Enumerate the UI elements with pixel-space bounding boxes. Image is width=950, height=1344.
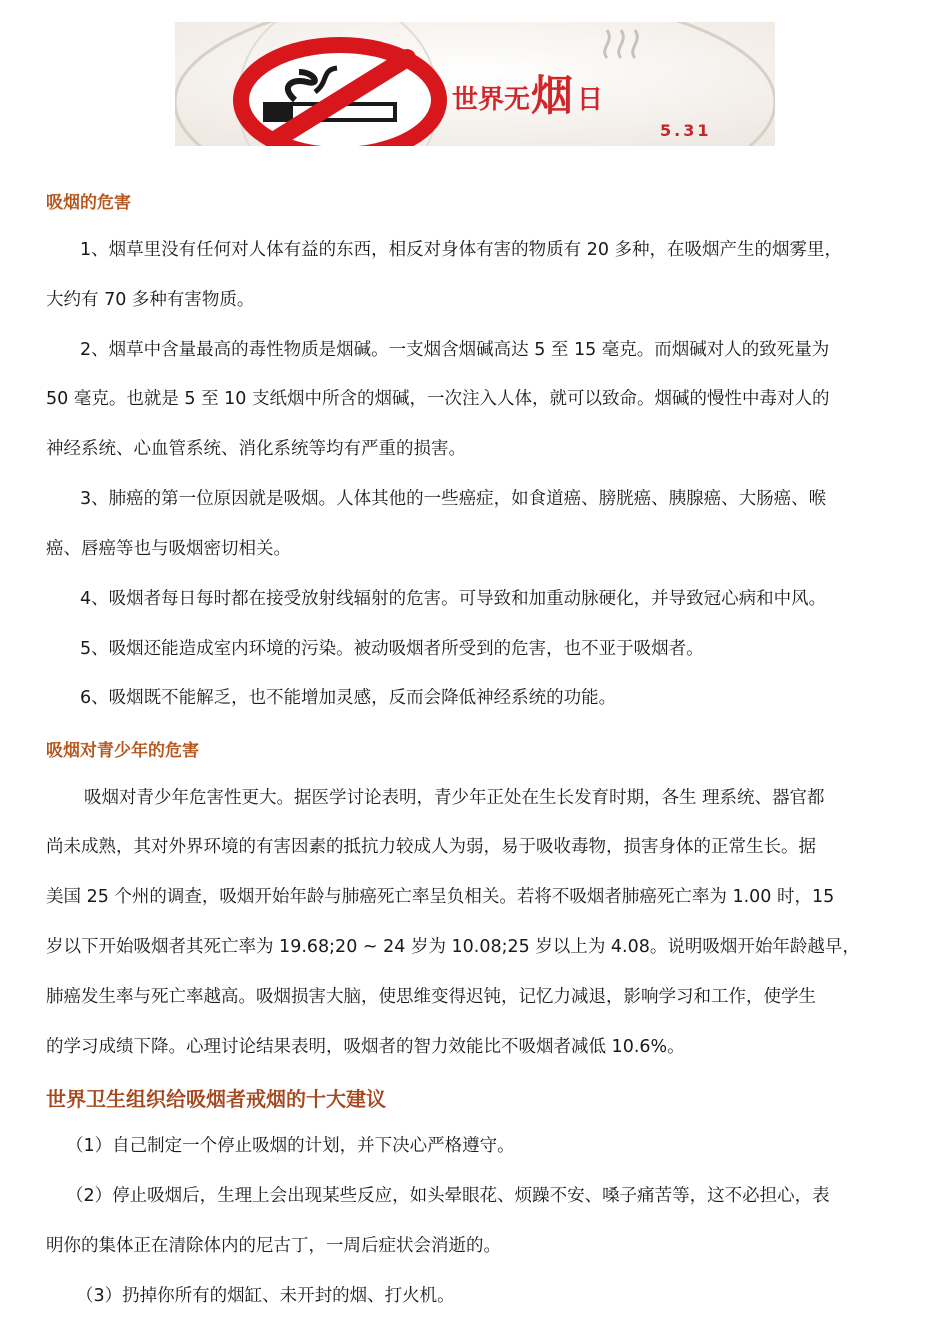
banner-title-smoke-char: 烟 <box>531 71 574 120</box>
no-smoking-logo-image <box>175 22 775 146</box>
paragraph-line: 3、肺癌的第一位原因就是吸烟。人体其他的一些癌症，如食道癌、膀胱癌、胰腺癌、大肠癌、喉 <box>80 489 827 509</box>
banner-date: 5.31 <box>660 121 712 140</box>
paragraph-line: 1、烟草里没有任何对人体有益的东西，相反对身体有害的物质有 20 多种，在吸烟产生的烟雾里， <box>80 240 843 260</box>
paragraph-line: （3）扔掉你所有的烟缸、未开封的烟、打火机。 <box>76 1286 455 1306</box>
section-heading-smoking-harm: 吸烟的危害 <box>46 193 131 213</box>
paragraph-line: 尚未成熟，其对外界环境的有害因素的抵抗力较成人为弱，易于吸收毒物，损害身体的正常生长。据 <box>46 837 816 857</box>
paragraph-line: 50 毫克。也就是 5 至 10 支纸烟中所含的烟碱，一次注入人体，就可以致命。烟碱的慢性中毒对人的 <box>46 389 830 409</box>
paragraph-line: 5、吸烟还能造成室内环境的污染。被动吸烟者所受到的危害，也不亚于吸烟者。 <box>80 639 704 659</box>
paragraph-line: （2）停止吸烟后，生理上会出现某些反应，如头晕眼花、烦躁不安、嗓子痛苦等，这不必担心，表 <box>66 1186 830 1206</box>
paragraph-line: 岁以下开始吸烟者其死亡率为 19.68;20 ~ 24 岁为 10.08;25 岁以上为 4.08。说明吸烟开始年龄越早， <box>46 937 860 957</box>
paragraph-line: 6、吸烟既不能解乏，也不能增加灵感，反而会降低神经系统的功能。 <box>80 688 617 708</box>
paragraph-line: 明你的集体正在清除体内的尼古丁，一周后症状会消逝的。 <box>46 1236 501 1256</box>
paragraph-line: 大约有 70 多种有害物质。 <box>46 290 255 310</box>
paragraph-line: （1）自己制定一个停止吸烟的计划，并下决心严格遵守。 <box>66 1136 515 1156</box>
paragraph-line: 吸烟对青少年危害性更大。据医学讨论表明，青少年正处在生长发育时期，各生 理系统、器官都 <box>84 788 825 808</box>
paragraph-line: 的学习成绩下降。心理讨论结果表明，吸烟者的智力效能比不吸烟者减低 10.6%。 <box>46 1037 685 1057</box>
paragraph-line: 2、烟草中含量最高的毒性物质是烟碱。一支烟含烟碱高达 5 至 15 毫克。而烟碱对人的致死量为 <box>80 340 830 360</box>
paragraph-line: 癌、唇癌等也与吸烟密切相关。 <box>46 539 291 559</box>
section-heading-who-advice: 世界卫生组织给吸烟者戒烟的十大建议 <box>46 1087 386 1111</box>
paragraph-line: 4、吸烟者每日每时都在接受放射线辐射的危害。可导致和加重动脉硬化，并导致冠心病和中风。 <box>80 589 827 609</box>
banner-title-part: 世界无 <box>452 85 531 115</box>
paragraph-line: 肺癌发生率与死亡率越高。吸烟损害大脑，使思维变得迟钝，记忆力减退，影响学习和工作，使学生 <box>46 987 816 1007</box>
paragraph-line: 神经系统、心血管系统、消化系统等均有严重的损害。 <box>46 439 466 459</box>
world-no-tobacco-day-banner <box>175 22 775 146</box>
section-heading-youth-harm: 吸烟对青少年的危害 <box>46 741 199 761</box>
paragraph-line: 美国 25 个州的调查，吸烟开始年龄与肺癌死亡率呈负相关。若将不吸烟者肺癌死亡率为 1.00 时，15 <box>46 887 835 907</box>
banner-title-day-char: 日 <box>577 85 604 115</box>
